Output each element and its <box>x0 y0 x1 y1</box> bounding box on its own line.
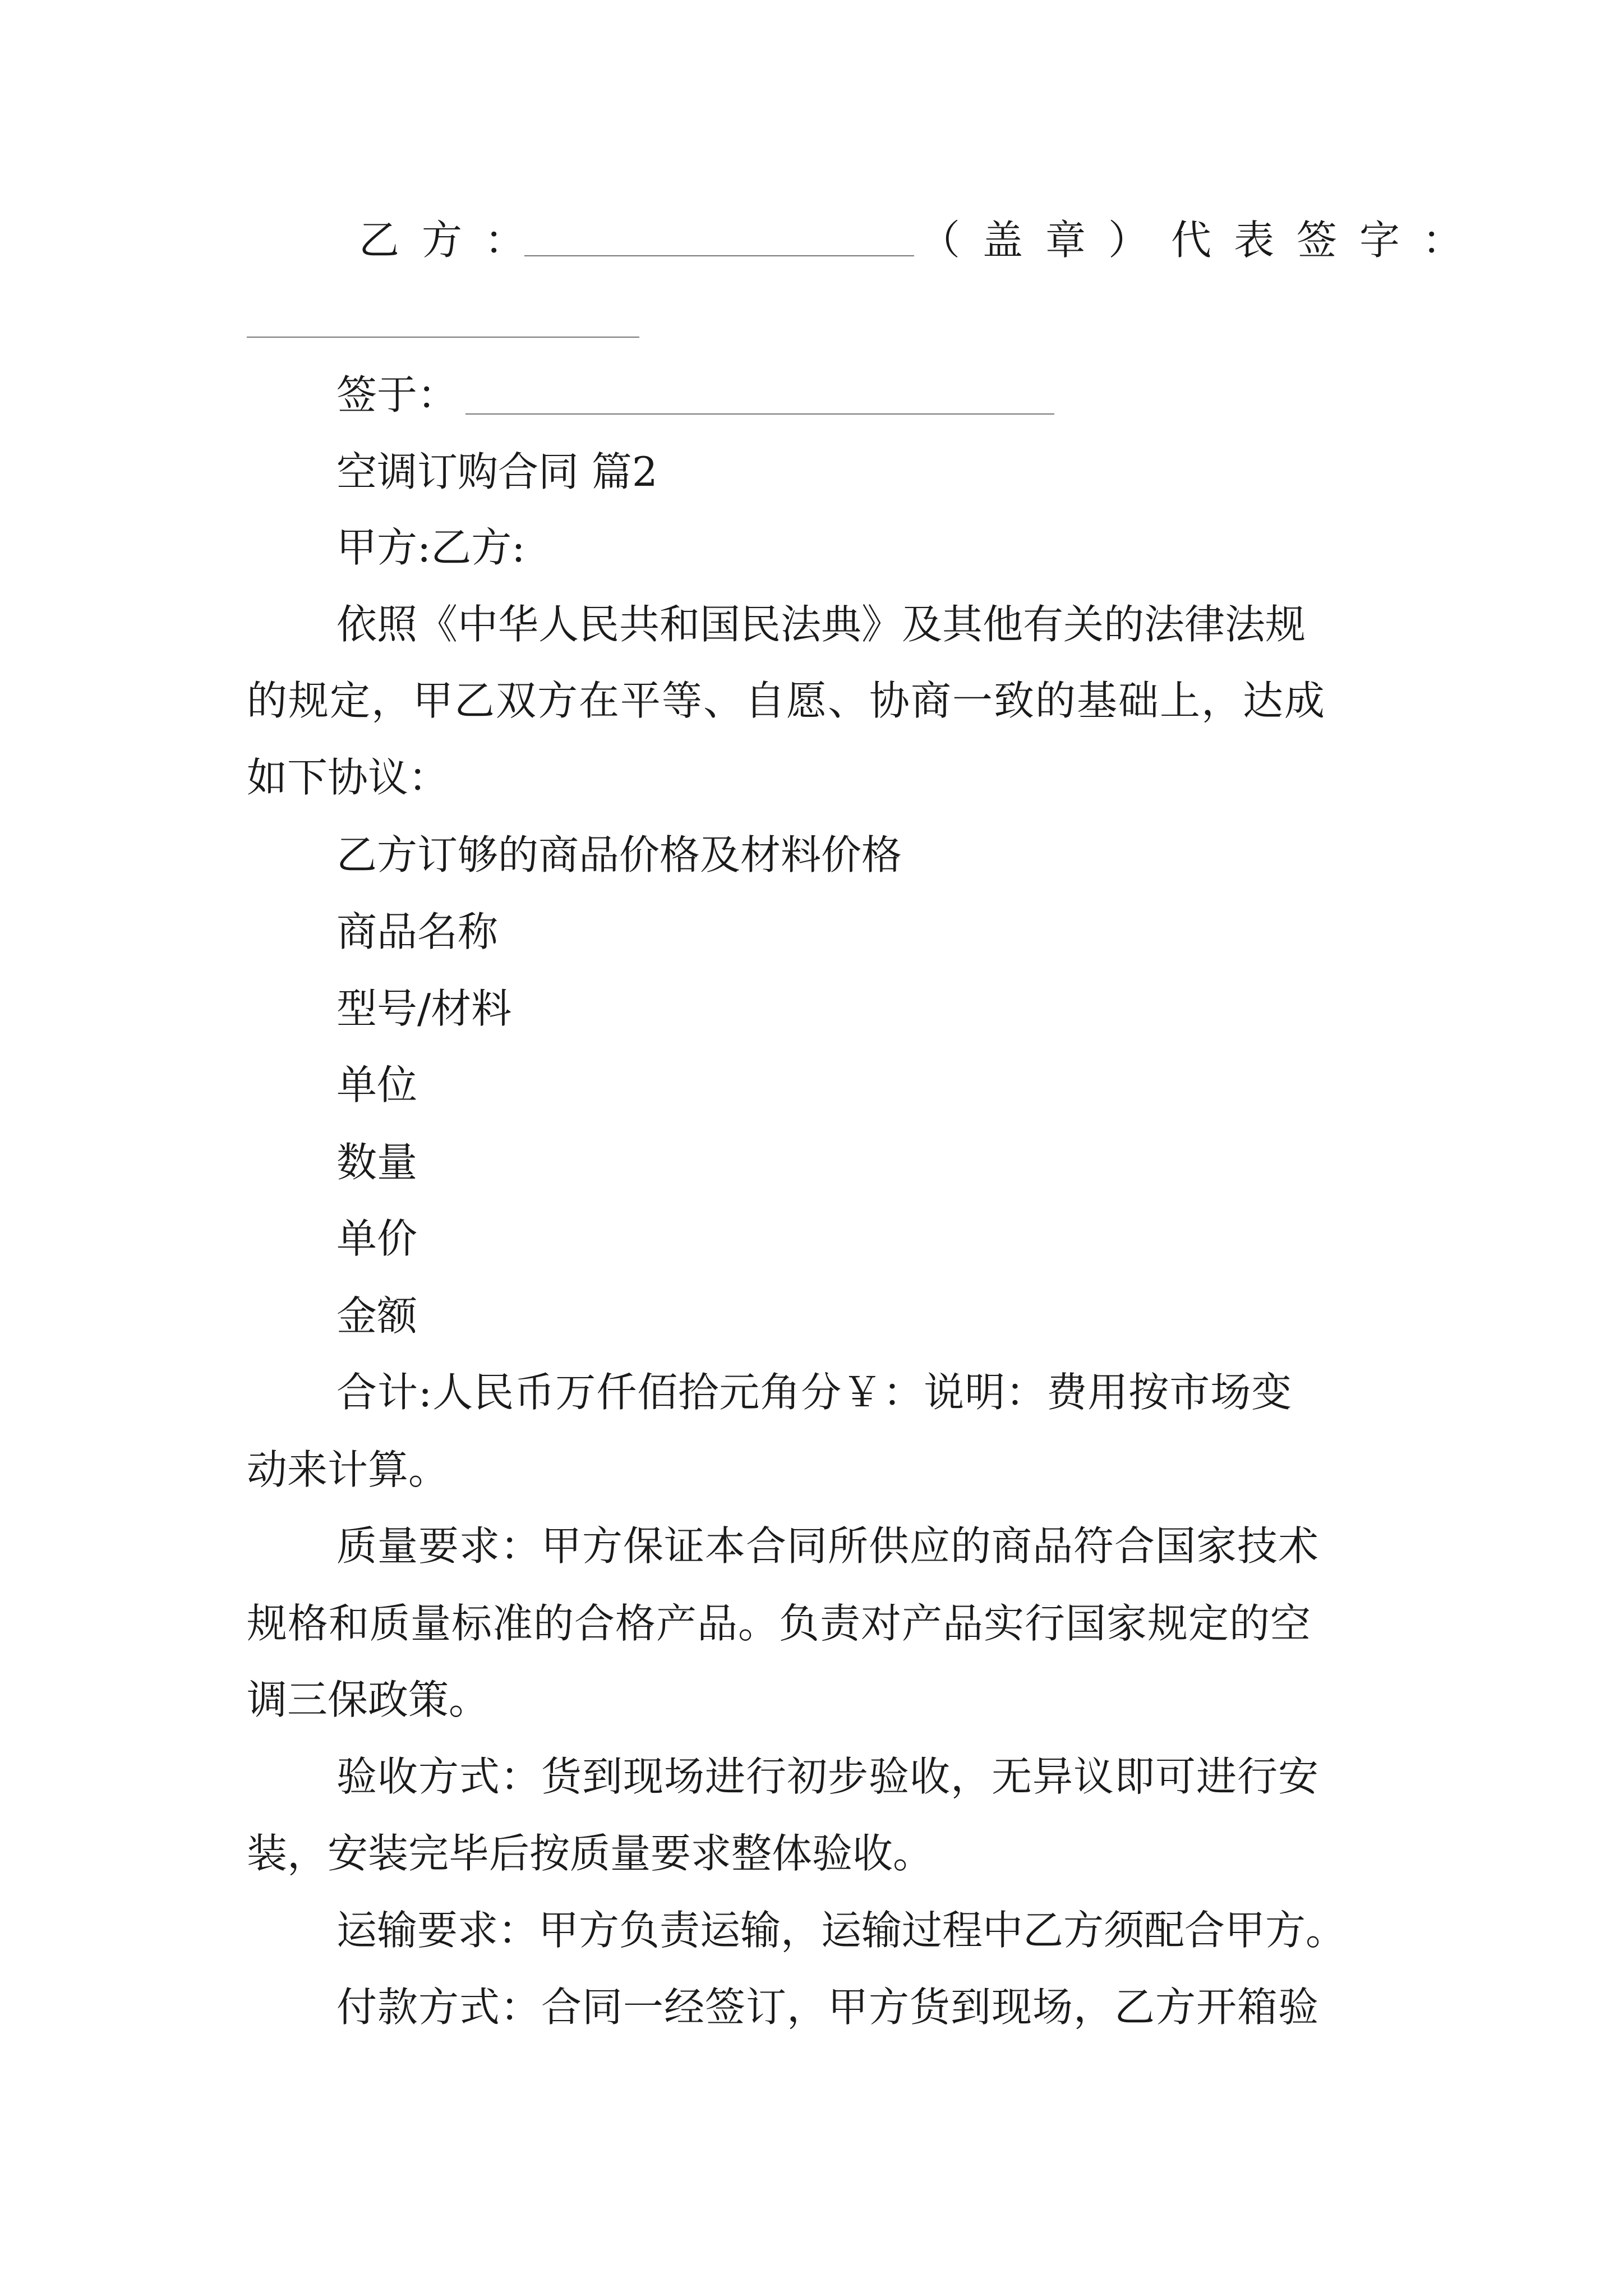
quality-line-2: 规格和质量标准的合格产品。负责对产品实行国家规定的空 <box>247 1600 1312 1647</box>
acceptance-line-1: 验收方式：货到现场进行初步验收，无异议即可进行安 <box>336 1753 1320 1800</box>
table-header-amount: 金额 <box>336 1292 418 1340</box>
table-header-unit: 单位 <box>336 1061 418 1108</box>
table-header-model: 型号/材料 <box>336 985 512 1032</box>
intro-line-1: 依照《中华人民共和国民法典》及其他有关的法律法规 <box>336 601 1306 648</box>
transport-line-1: 运输要求：甲方负责运输，运输过程中乙方须配合甲方。 <box>336 1907 1347 1954</box>
intro-line-3: 如下协议： <box>247 754 449 801</box>
total-line-2: 动来计算。 <box>247 1446 449 1493</box>
payment-line-1: 付款方式：合同一经签订，甲方货到现场，乙方开箱验 <box>336 1984 1320 2031</box>
signed-at-blank <box>465 413 1054 415</box>
quality-line-1: 质量要求：甲方保证本合同所供应的商品符合国家技术 <box>336 1522 1320 1570</box>
table-header-item-name: 商品名称 <box>336 908 499 955</box>
table-header-quantity: 数量 <box>336 1139 418 1186</box>
intro-line-2: 的规定，甲乙双方在平等、自愿、协商一致的基础上，达成 <box>247 677 1326 724</box>
table-header-unit-price: 单价 <box>336 1215 418 1262</box>
signed-at-label: 签于： <box>336 371 458 418</box>
total-line-1: 合计:人民币万仟佰拾元角分￥：说明：费用按市场变 <box>336 1369 1293 1416</box>
party-b-label: 乙方： <box>359 217 548 264</box>
representative-signature-blank <box>247 337 639 338</box>
parties-line: 甲方:乙方: <box>336 524 525 571</box>
price-heading: 乙方订够的商品价格及材料价格 <box>336 831 902 878</box>
party-b-signature-blank <box>524 255 914 256</box>
seal-label: （盖章）代表签字： <box>920 217 1486 264</box>
acceptance-line-2: 装，安装完毕后按质量要求整体验收。 <box>247 1830 934 1877</box>
quality-line-3: 调三保政策。 <box>247 1676 490 1723</box>
section-title: 空调订购合同 篇2 <box>336 448 658 495</box>
